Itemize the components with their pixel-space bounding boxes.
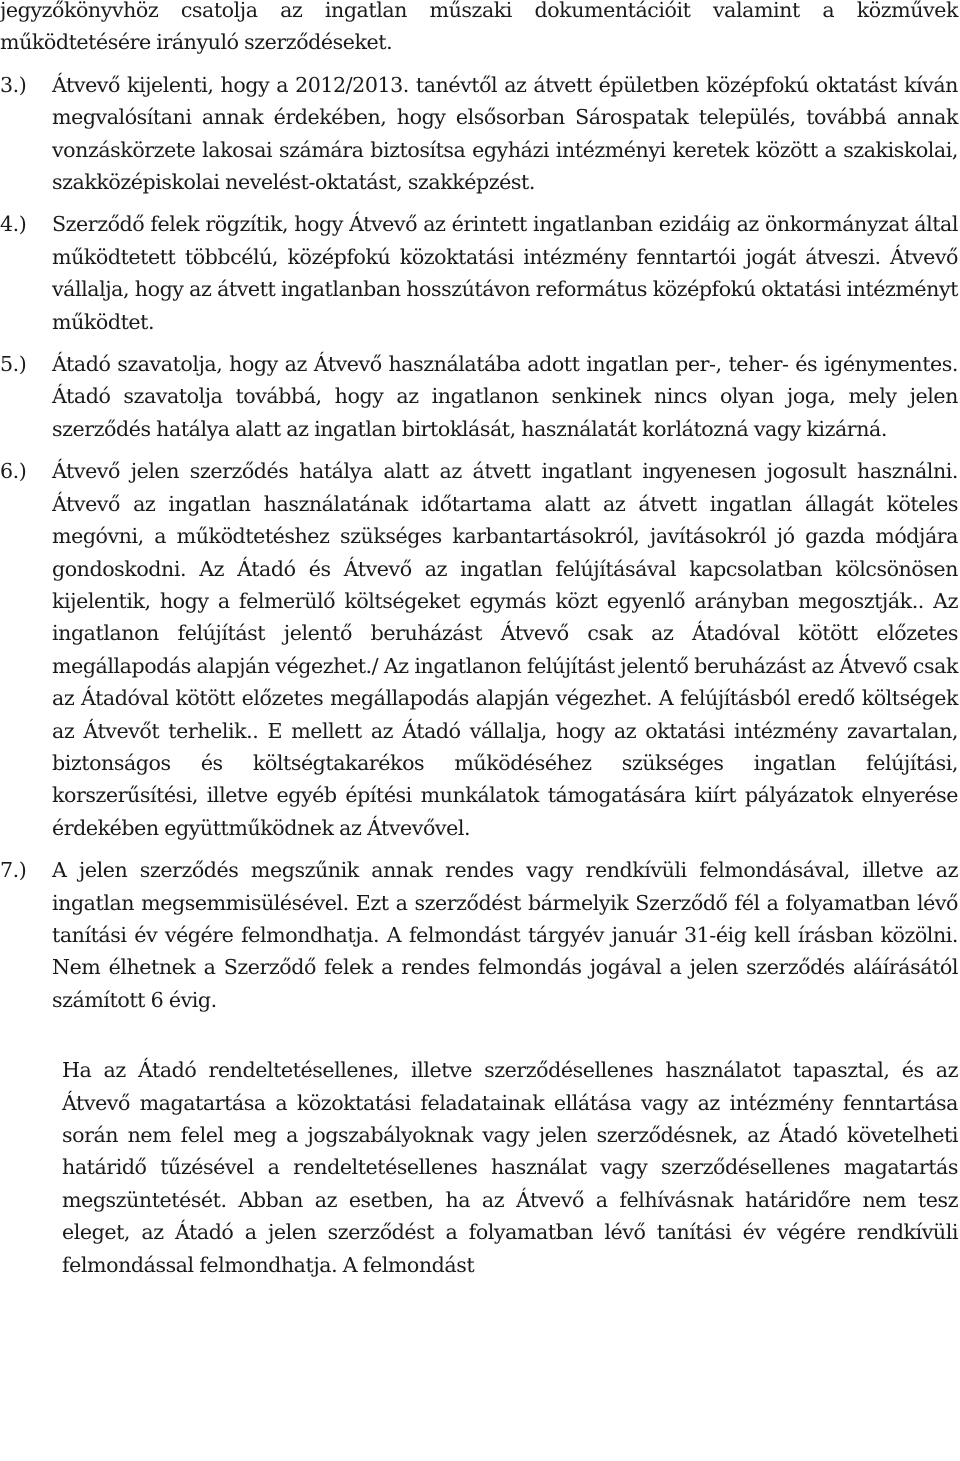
closing-text: Ha az Átadó rendeltetésellenes, illetve szerződésellenes használatot tapasztal, és az Átvevő magatartása a közoktatási feladatainak ellátása vagy az intézmény fenntartása során nem felel meg a jogszabályoknak vagy jelen szerződésnek, az Átadó követelheti határidő tűzésével a rendeltetésellenes használat vagy szerződésellenes magatartás megszüntetését. Abban az esetben, ha az Átvevő a felhívásnak határidőre nem tesz eleget, az Átadó a jelen szerződést a folyamatban lévő tanítási év végére rendkívüli felmondással felmondhatja. A felmondást: [62, 1058, 958, 1277]
section-text: A jelen szerződés megszűnik annak rendes vagy rendkívüli felmondásával, illetve az ingatlan megsemmisülésével. Ezt a szerződést bármelyik Szerződő fél a folyamatban lévő tanítási év végére felmondhatja. A felmondást tárgyév január 31-éig kell írásban közölni. Nem élhetnek a Szerződő felek a rendes felmondás jogával a jelen szerződés aláírásától számított 6 évig.: [52, 858, 958, 1012]
section-5: [0, 348, 958, 445]
intro-paragraph: [0, 0, 958, 59]
section-text: Átadó szavatolja, hogy az Átvevő használatába adott ingatlan per-, teher- és igénymentes. Átadó szavatolja továbbá, hogy az ingatlanon senkinek nincs olyan joga, mely jelen szerződés hatálya alatt az ingatlan birtoklását, használatát korlátozná vagy kizárná.: [52, 352, 958, 441]
section-3: [0, 69, 958, 199]
intro-text: jegyzőkönyvhöz csatolja az ingatlan műszaki dokumentációit valamint a közművek működtetésére irányuló szerződéseket.: [0, 0, 958, 55]
section-4: [0, 208, 958, 338]
section-6: [0, 455, 958, 844]
section-number: 7.): [0, 858, 27, 883]
section-text: Átvevő jelen szerződés hatálya alatt az átvett ingatlant ingyenesen jogosult használni. Átvevő az ingatlan használatának időtartama alatt az átvett ingatlan állagát köteles megóvni, a működtetéshez szükséges karbantartásokról, javításokról jó gazda módjára gondoskodni. Az Átadó és Átvevő az ingatlan felújításával kapcsolatban kölcsönösen kijelentik, hogy a felmerülő költségeket egymás közt egyenlő arányban megosztják.. Az ingatlanon felújítást jelentő beruházást Átvevő csak az Átadóval kötött előzetes megállapodás alapján végezhet./ Az ingatlanon felújítást jelentő beruházást az Átvevő csak az Átadóval kötött előzetes megállapodás alapján végezhet. A felújításból eredő költségek az Átvevőt terhelik.. E mellett az Átadó vállalja, hogy az oktatási intézmény zavartalan, biztonságos és költségtakarékos működéséhez szükséges ingatlan felújítási, korszerűsítési, illetve egyéb építési munkálatok támogatására kiírt pályázatok elnyerése érdekében együttműködnek az Átvevővel.: [52, 459, 958, 840]
section-number: 4.): [0, 212, 27, 237]
section-number: 5.): [0, 352, 27, 377]
section-number: 3.): [0, 72, 27, 97]
section-text: Szerződő felek rögzítik, hogy Átvevő az érintett ingatlanban ezidáig az önkormányzat által működtetett többcélú, középfokú közoktatási intézmény fenntartói jogát átveszi. Átvevő vállalja, hogy az átvett ingatlanban hosszútávon református középfokú oktatási intézményt működtet.: [52, 212, 958, 334]
closing-paragraph: [0, 1054, 958, 1281]
section-text: Átvevő kijelenti, hogy a 2012/2013. tanévtől az átvett épületben középfokú oktatást kíván megvalósítani annak érdekében, hogy elsősorban Sárospatak település, továbbá annak vonzáskörzete lakosai számára biztosítsa egyházi intézményi keretek között a szakiskolai, szakközépiskolai nevelést-oktatást, szakképzést.: [52, 72, 958, 195]
section-7: [0, 854, 958, 1016]
section-number: 6.): [0, 459, 27, 484]
